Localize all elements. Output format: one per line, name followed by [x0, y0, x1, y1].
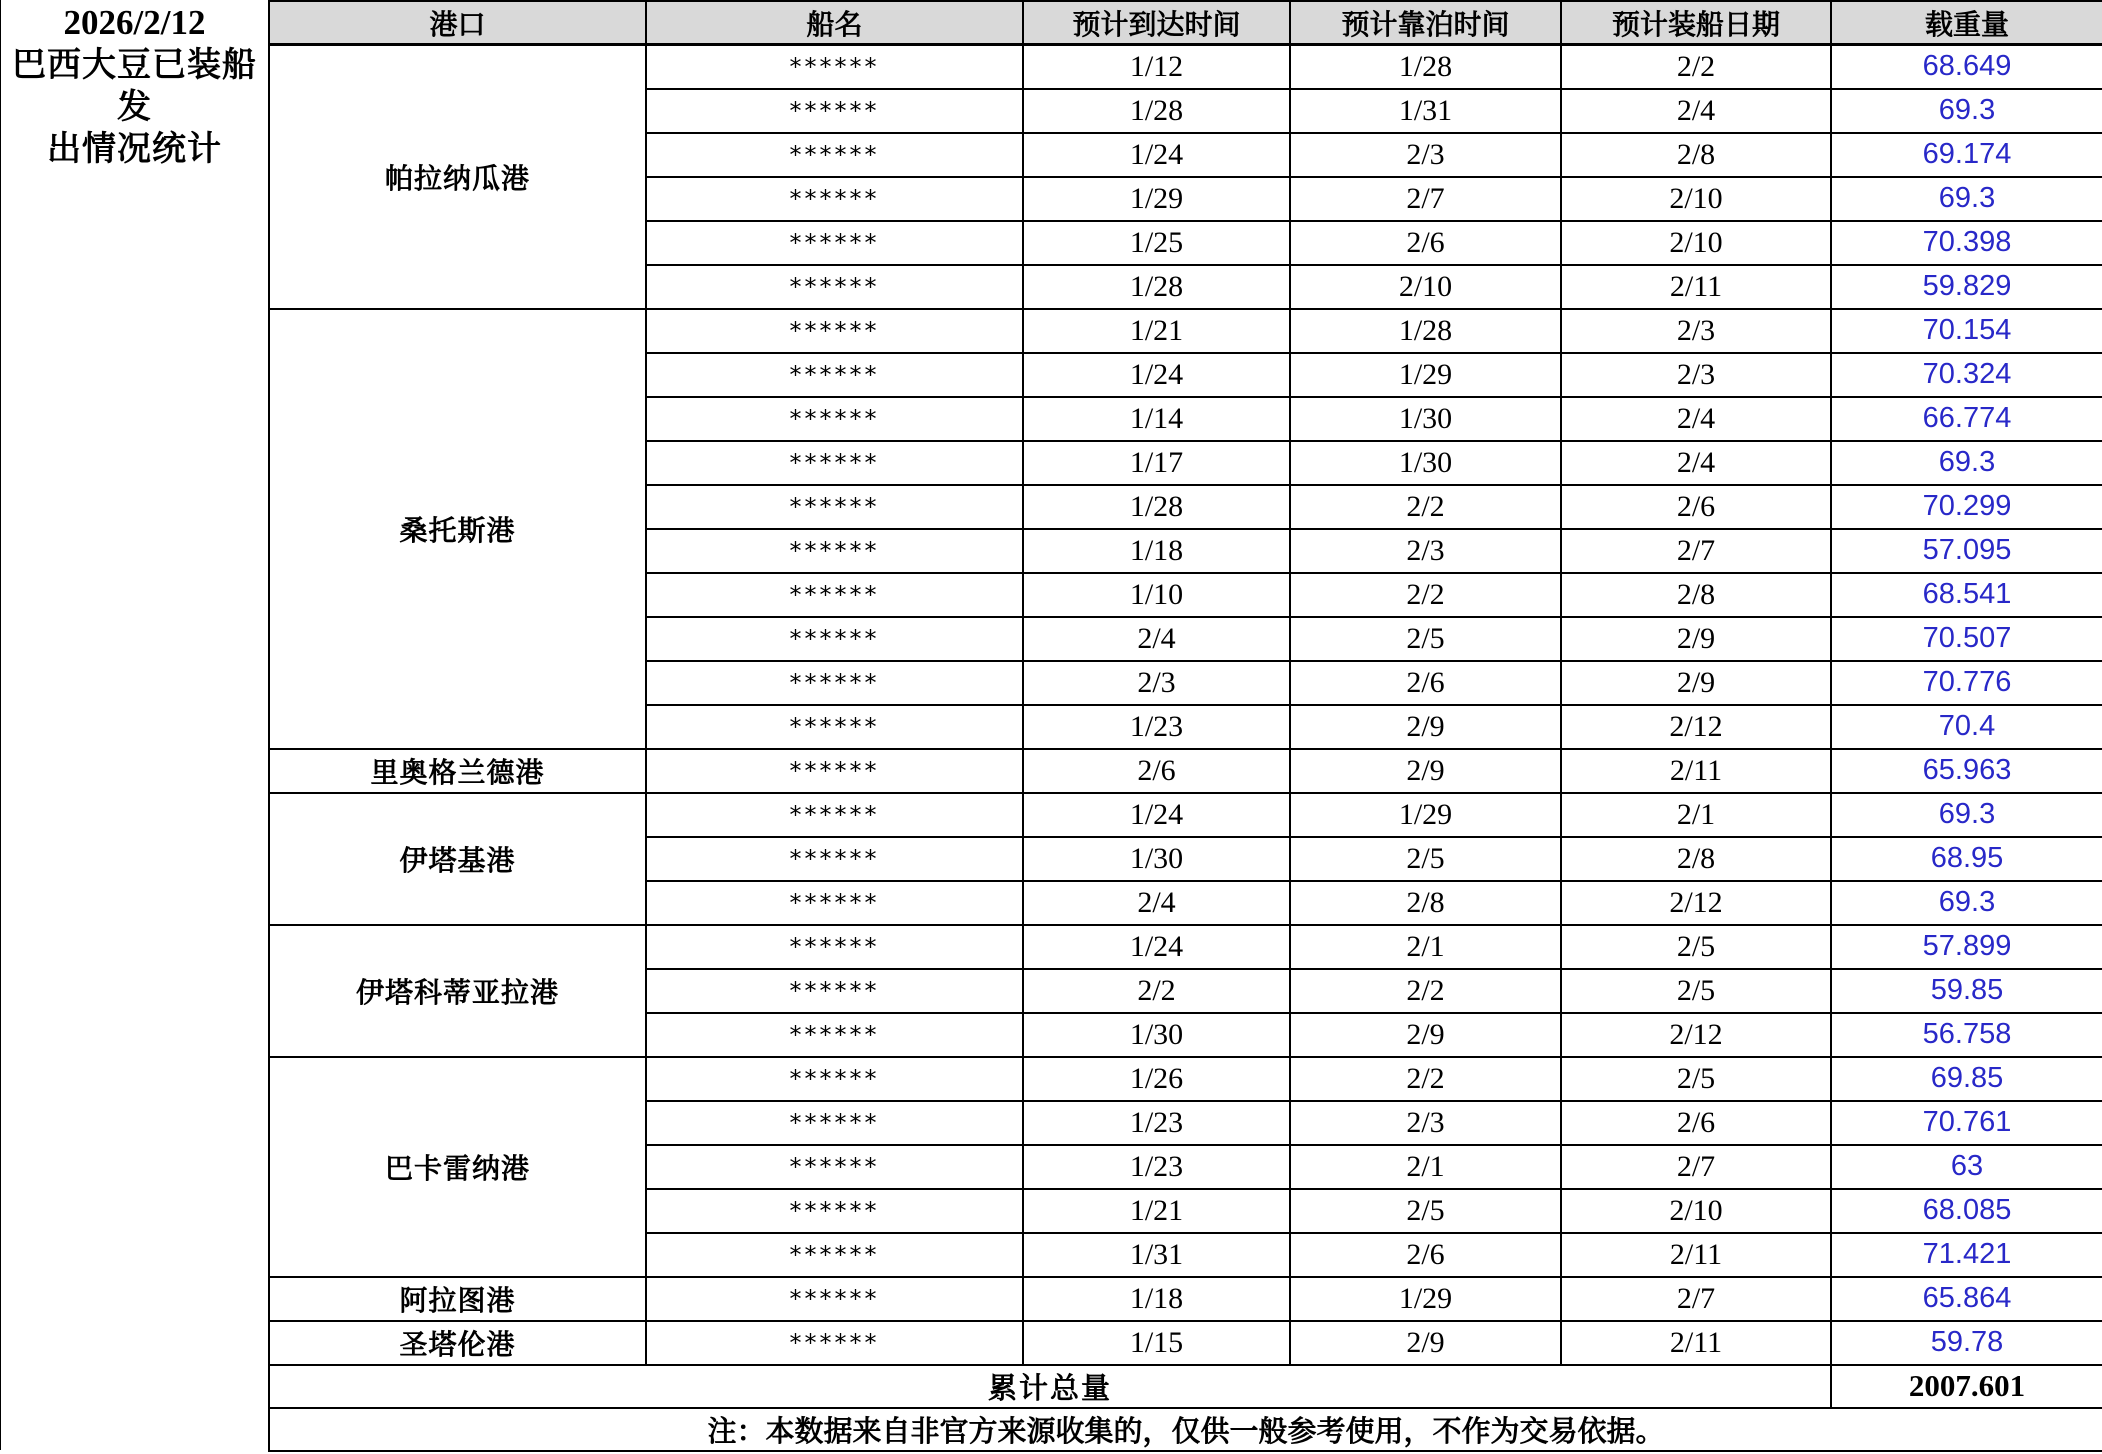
- port-cell: 伊塔基港: [269, 793, 646, 925]
- eta-cell: 1/23: [1023, 1101, 1290, 1145]
- loading-date-cell: 2/12: [1561, 705, 1831, 749]
- eta-cell: 1/18: [1023, 529, 1290, 573]
- weight-cell: 69.3: [1831, 881, 2102, 925]
- weight-cell: 71.421: [1831, 1233, 2102, 1277]
- eta-cell: 2/6: [1023, 749, 1290, 793]
- weight-cell: 70.398: [1831, 221, 2102, 265]
- ship-name-cell: ******: [646, 837, 1023, 881]
- berthing-cell: 2/2: [1290, 1057, 1561, 1101]
- loading-date-cell: 2/8: [1561, 133, 1831, 177]
- eta-cell: 1/30: [1023, 837, 1290, 881]
- weight-cell: 59.78: [1831, 1321, 2102, 1365]
- berthing-cell: 1/28: [1290, 45, 1561, 89]
- berthing-cell: 2/6: [1290, 1233, 1561, 1277]
- loading-date-cell: 2/8: [1561, 573, 1831, 617]
- weight-cell: 56.758: [1831, 1013, 2102, 1057]
- port-cell: 阿拉图港: [269, 1277, 646, 1321]
- total-label-cell: 累计总量: [269, 1365, 1831, 1408]
- eta-cell: 2/2: [1023, 969, 1290, 1013]
- eta-cell: 1/23: [1023, 705, 1290, 749]
- berthing-cell: 1/29: [1290, 1277, 1561, 1321]
- eta-cell: 1/24: [1023, 353, 1290, 397]
- loading-date-cell: 2/5: [1561, 925, 1831, 969]
- weight-cell: 59.829: [1831, 265, 2102, 309]
- eta-cell: 1/12: [1023, 45, 1290, 89]
- eta-cell: 1/18: [1023, 1277, 1290, 1321]
- eta-cell: 1/30: [1023, 1013, 1290, 1057]
- col-header-port: 港口: [269, 1, 646, 45]
- report-title-line-2: 出情况统计: [47, 130, 222, 168]
- weight-cell: 70.154: [1831, 309, 2102, 353]
- weight-cell: 57.095: [1831, 529, 2102, 573]
- berthing-cell: 2/3: [1290, 529, 1561, 573]
- berthing-cell: 1/29: [1290, 353, 1561, 397]
- eta-cell: 2/4: [1023, 617, 1290, 661]
- eta-cell: 2/3: [1023, 661, 1290, 705]
- port-cell: 伊塔科蒂亚拉港: [269, 925, 646, 1057]
- eta-cell: 1/28: [1023, 485, 1290, 529]
- weight-cell: 69.85: [1831, 1057, 2102, 1101]
- weight-cell: 69.3: [1831, 441, 2102, 485]
- port-cell: 里奥格兰德港: [269, 749, 646, 793]
- loading-date-cell: 2/1: [1561, 793, 1831, 837]
- table-row: [269, 749, 2102, 793]
- eta-cell: 1/28: [1023, 89, 1290, 133]
- loading-date-cell: 2/10: [1561, 1189, 1831, 1233]
- loading-date-cell: 2/2: [1561, 45, 1831, 89]
- ship-name-cell: ******: [646, 397, 1023, 441]
- weight-cell: 66.774: [1831, 397, 2102, 441]
- report-title: [1, 0, 268, 1450]
- berthing-cell: 2/9: [1290, 705, 1561, 749]
- ship-name-cell: ******: [646, 969, 1023, 1013]
- weight-cell: 69.3: [1831, 793, 2102, 837]
- loading-date-cell: 2/7: [1561, 529, 1831, 573]
- loading-date-cell: 2/4: [1561, 89, 1831, 133]
- weight-cell: 70.761: [1831, 1101, 2102, 1145]
- ship-name-cell: ******: [646, 573, 1023, 617]
- ship-name-cell: ******: [646, 749, 1023, 793]
- total-row: [269, 1365, 2102, 1408]
- eta-cell: 1/29: [1023, 177, 1290, 221]
- berthing-cell: 2/5: [1290, 1189, 1561, 1233]
- weight-cell: 69.3: [1831, 89, 2102, 133]
- eta-cell: 1/10: [1023, 573, 1290, 617]
- berthing-cell: 2/9: [1290, 749, 1561, 793]
- berthing-cell: 2/6: [1290, 221, 1561, 265]
- ship-name-cell: ******: [646, 1145, 1023, 1189]
- loading-date-cell: 2/6: [1561, 1101, 1831, 1145]
- table-row: [269, 45, 2102, 89]
- table-row: [269, 1057, 2102, 1101]
- berthing-cell: 1/30: [1290, 441, 1561, 485]
- shipments-tbody: [269, 45, 2102, 1365]
- eta-cell: 1/21: [1023, 1189, 1290, 1233]
- eta-cell: 1/25: [1023, 221, 1290, 265]
- col-header-ship-name: 船名: [646, 1, 1023, 45]
- loading-date-cell: 2/3: [1561, 353, 1831, 397]
- ship-name-cell: ******: [646, 1321, 1023, 1365]
- berthing-cell: 2/1: [1290, 925, 1561, 969]
- weight-cell: 70.507: [1831, 617, 2102, 661]
- ship-name-cell: ******: [646, 265, 1023, 309]
- weight-cell: 68.541: [1831, 573, 2102, 617]
- weight-cell: 69.3: [1831, 177, 2102, 221]
- loading-date-cell: 2/9: [1561, 617, 1831, 661]
- berthing-cell: 1/30: [1290, 397, 1561, 441]
- col-header-eta: 预计到达时间: [1023, 1, 1290, 45]
- port-cell: 圣塔伦港: [269, 1321, 646, 1365]
- col-header-deadweight: 载重量: [1831, 1, 2102, 45]
- weight-cell: 59.85: [1831, 969, 2102, 1013]
- ship-name-cell: ******: [646, 1233, 1023, 1277]
- ship-name-cell: ******: [646, 133, 1023, 177]
- table-row: [269, 1277, 2102, 1321]
- port-cell: 巴卡雷纳港: [269, 1057, 646, 1277]
- ship-name-cell: ******: [646, 705, 1023, 749]
- weight-cell: 70.299: [1831, 485, 2102, 529]
- weight-cell: 65.864: [1831, 1277, 2102, 1321]
- table-row: [269, 925, 2102, 969]
- header-row: [269, 1, 2102, 45]
- ship-name-cell: ******: [646, 1057, 1023, 1101]
- loading-date-cell: 2/7: [1561, 1277, 1831, 1321]
- table-row: [269, 793, 2102, 837]
- berthing-cell: 2/7: [1290, 177, 1561, 221]
- ship-name-cell: ******: [646, 617, 1023, 661]
- report-date: 2026/2/12: [63, 3, 206, 42]
- weight-cell: 68.95: [1831, 837, 2102, 881]
- berthing-cell: 2/9: [1290, 1013, 1561, 1057]
- eta-cell: 1/15: [1023, 1321, 1290, 1365]
- loading-date-cell: 2/10: [1561, 177, 1831, 221]
- ship-name-cell: ******: [646, 1189, 1023, 1233]
- eta-cell: 2/4: [1023, 881, 1290, 925]
- col-header-berthing: 预计靠泊时间: [1290, 1, 1561, 45]
- eta-cell: 1/17: [1023, 441, 1290, 485]
- loading-date-cell: 2/12: [1561, 1013, 1831, 1057]
- berthing-cell: 2/5: [1290, 837, 1561, 881]
- berthing-cell: 2/2: [1290, 485, 1561, 529]
- loading-date-cell: 2/11: [1561, 749, 1831, 793]
- report-title-line-1: 巴西大豆已装船发: [12, 46, 257, 126]
- loading-date-cell: 2/9: [1561, 661, 1831, 705]
- ship-name-cell: ******: [646, 1101, 1023, 1145]
- berthing-cell: 1/29: [1290, 793, 1561, 837]
- ship-name-cell: ******: [646, 661, 1023, 705]
- berthing-cell: 2/9: [1290, 1321, 1561, 1365]
- weight-cell: 69.174: [1831, 133, 2102, 177]
- ship-name-cell: ******: [646, 89, 1023, 133]
- ship-name-cell: ******: [646, 221, 1023, 265]
- berthing-cell: 1/31: [1290, 89, 1561, 133]
- berthing-cell: 2/2: [1290, 573, 1561, 617]
- berthing-cell: 2/3: [1290, 1101, 1561, 1145]
- berthing-cell: 2/6: [1290, 661, 1561, 705]
- loading-date-cell: 2/7: [1561, 1145, 1831, 1189]
- loading-date-cell: 2/4: [1561, 441, 1831, 485]
- port-cell: 帕拉纳瓜港: [269, 45, 646, 309]
- weight-cell: 70.324: [1831, 353, 2102, 397]
- note-row: [269, 1408, 2102, 1451]
- loading-date-cell: 2/5: [1561, 969, 1831, 1013]
- berthing-cell: 2/8: [1290, 881, 1561, 925]
- loading-date-cell: 2/11: [1561, 1233, 1831, 1277]
- berthing-cell: 2/5: [1290, 617, 1561, 661]
- loading-date-cell: 2/11: [1561, 265, 1831, 309]
- ship-name-cell: ******: [646, 1277, 1023, 1321]
- loading-date-cell: 2/6: [1561, 485, 1831, 529]
- weight-cell: 63: [1831, 1145, 2102, 1189]
- eta-cell: 1/14: [1023, 397, 1290, 441]
- eta-cell: 1/24: [1023, 133, 1290, 177]
- weight-cell: 68.649: [1831, 45, 2102, 89]
- eta-cell: 1/28: [1023, 265, 1290, 309]
- weight-cell: 70.4: [1831, 705, 2102, 749]
- ship-name-cell: ******: [646, 45, 1023, 89]
- berthing-cell: 2/3: [1290, 133, 1561, 177]
- ship-name-cell: ******: [646, 485, 1023, 529]
- berthing-cell: 2/10: [1290, 265, 1561, 309]
- total-value-cell: 2007.601: [1831, 1365, 2102, 1408]
- ship-name-cell: ******: [646, 881, 1023, 925]
- loading-date-cell: 2/3: [1561, 309, 1831, 353]
- weight-cell: 57.899: [1831, 925, 2102, 969]
- table-row: [269, 309, 2102, 353]
- ship-name-cell: ******: [646, 925, 1023, 969]
- weight-cell: 65.963: [1831, 749, 2102, 793]
- eta-cell: 1/26: [1023, 1057, 1290, 1101]
- ship-name-cell: ******: [646, 441, 1023, 485]
- ship-name-cell: ******: [646, 177, 1023, 221]
- port-cell: 桑托斯港: [269, 309, 646, 749]
- berthing-cell: 1/28: [1290, 309, 1561, 353]
- eta-cell: 1/21: [1023, 309, 1290, 353]
- loading-date-cell: 2/4: [1561, 397, 1831, 441]
- loading-date-cell: 2/10: [1561, 221, 1831, 265]
- note-cell: 注：本数据来自非官方来源收集的，仅供一般参考使用，不作为交易依据。: [269, 1408, 2102, 1451]
- ship-name-cell: ******: [646, 353, 1023, 397]
- ship-name-cell: ******: [646, 1013, 1023, 1057]
- loading-date-cell: 2/12: [1561, 881, 1831, 925]
- ship-name-cell: ******: [646, 529, 1023, 573]
- ship-name-cell: ******: [646, 793, 1023, 837]
- col-header-loading-date: 预计装船日期: [1561, 1, 1831, 45]
- eta-cell: 1/24: [1023, 793, 1290, 837]
- loading-date-cell: 2/11: [1561, 1321, 1831, 1365]
- berthing-cell: 2/2: [1290, 969, 1561, 1013]
- shipments-table: [268, 0, 2102, 1452]
- loading-date-cell: 2/5: [1561, 1057, 1831, 1101]
- table-row: [269, 1321, 2102, 1365]
- weight-cell: 70.776: [1831, 661, 2102, 705]
- weight-cell: 68.085: [1831, 1189, 2102, 1233]
- eta-cell: 1/31: [1023, 1233, 1290, 1277]
- loading-date-cell: 2/8: [1561, 837, 1831, 881]
- ship-name-cell: ******: [646, 309, 1023, 353]
- eta-cell: 1/23: [1023, 1145, 1290, 1189]
- eta-cell: 1/24: [1023, 925, 1290, 969]
- berthing-cell: 2/1: [1290, 1145, 1561, 1189]
